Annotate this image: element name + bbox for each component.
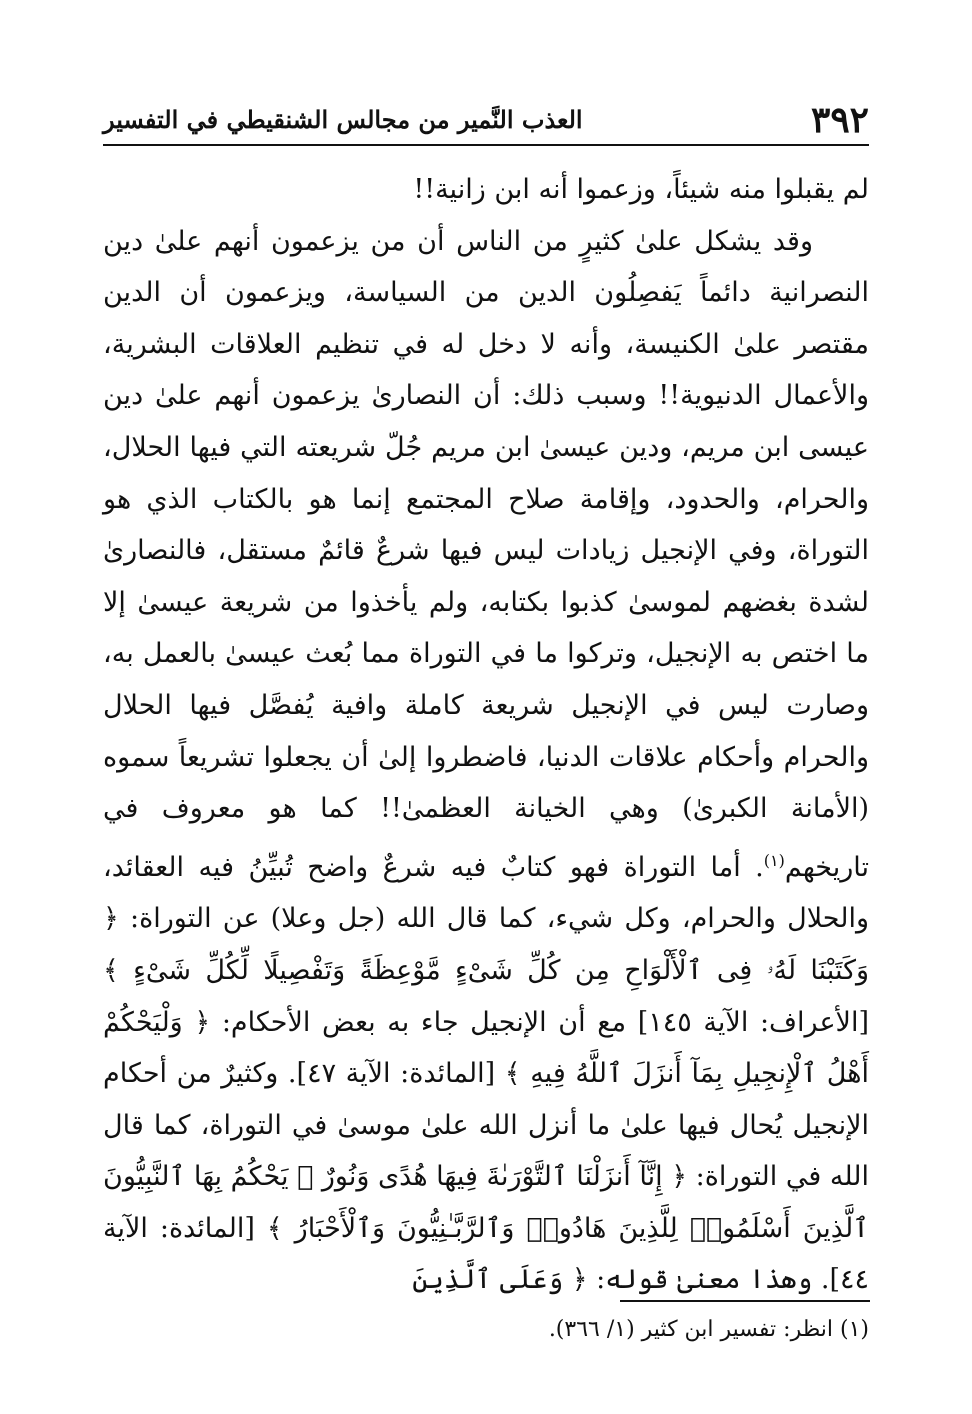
footnote-reference: (١) [763, 850, 785, 870]
page-number: ٣٩٢ [810, 99, 869, 141]
page-header [103, 96, 869, 146]
footnote-divider [620, 1300, 870, 1302]
running-title: العذب النَّمير من مجالس الشنقيطي في التفسير [103, 105, 583, 134]
footnote: (١) انظر: تفسير ابن كثير (١/ ٣٦٦). [548, 1317, 869, 1342]
main-text [103, 164, 869, 1306]
opening-line: لم يقبلوا منه شيئاً، وزعموا أنه ابن زانية!! [413, 174, 869, 205]
paragraph-continuation: . أما التوراة فهو كتابٌ فيه شرعٌ واضح تُبيِّنُ فيه العقائد، والحلال والحرام، وكل شيء، كما قال الله (جل وعلا) عن التوراة: ﴿ وَكَتَبْنَا لَهُۥ فِى ٱلْأَلْوَاحِ مِن كُلِّ شَىْءٍ مَّوْعِظَةً وَتَفْصِيلًا لِّكُلِّ شَىْءٍ ﴾ [الأعراف: الآية ١٤٥] مع أن الإنجيل جاء به بعض الأحكام: ﴿ وَلْيَحْكُمْ أَهْلُ ٱلْإِنجِيلِ بِمَآ أَنزَلَ ٱللَّهُ فِيهِ ﴾ [المائدة: الآية ٤٧]. وكثيرٌ من أحكام الإنجيل يُحال فيها علىٰ ما أنزل الله علىٰ موسىٰ في التوراة، كما قال الله في التوراة: ﴿ إِنَّآ أَنزَلْنَا ٱلتَّوْرَىٰةَ فِيهَا هُدًى وَنُورٌ ۚ يَحْكُمُ بِهَا ٱلنَّبِيُّونَ ٱلَّذِينَ أَسْلَمُوا۟ لِلَّذِينَ هَادُوا۟ وَٱلرَّبَّـٰنِيُّونَ وَٱلْأَحْبَارُ ﴾ [المائدة: الآية ٤٤]. وهذا معنىٰ قوله: ﴿ وَعَلَى ٱلَّذِينَ [103, 851, 869, 1296]
paragraph-text: وقد يشكل علىٰ كثيرٍ من الناس أن من يزعمون أنهم علىٰ دين النصرانية دائماً يَفصِلُون الدين من السياسة، ويزعمون أن الدين مقتصر علىٰ الكنيسة، وأنه لا دخل له في تنظيم العلاقات البشرية، والأعمال الدنيوية!! وسبب ذلك: أن النصارىٰ يزعمون أنهم علىٰ دين عيسى ابن مريم، ودين عيسىٰ ابن مريم جُلّ شريعته التي فيها الحلال، والحرام، والحدود، وإقامة صلاح المجتمع إنما هو بالكتاب الذي هو التوراة، وفي الإنجيل زيادات ليس فيها شرعٌ قائمٌ مستقل، فالنصارىٰ لشدة بغضهم لموسىٰ كذبوا بكتابه، ولم يأخذوا من شريعة عيسىٰ إلا ما اختص به الإنجيل، وتركوا ما في التوراة مما بُعث عيسىٰ بالعمل به، وصارت ليس في الإنجيل شريعة كاملة وافية يُفصَّل فيها الحلال والحرام وأحكام علاقات الدنيا، فاضطروا إلىٰ أن يجعلوا تشريعاً سموه (الأمانة الكبرىٰ) وهي الخيانة العظمىٰ!! كما هو معروف في تاريخهم [103, 225, 869, 883]
main-paragraph [103, 216, 869, 1306]
